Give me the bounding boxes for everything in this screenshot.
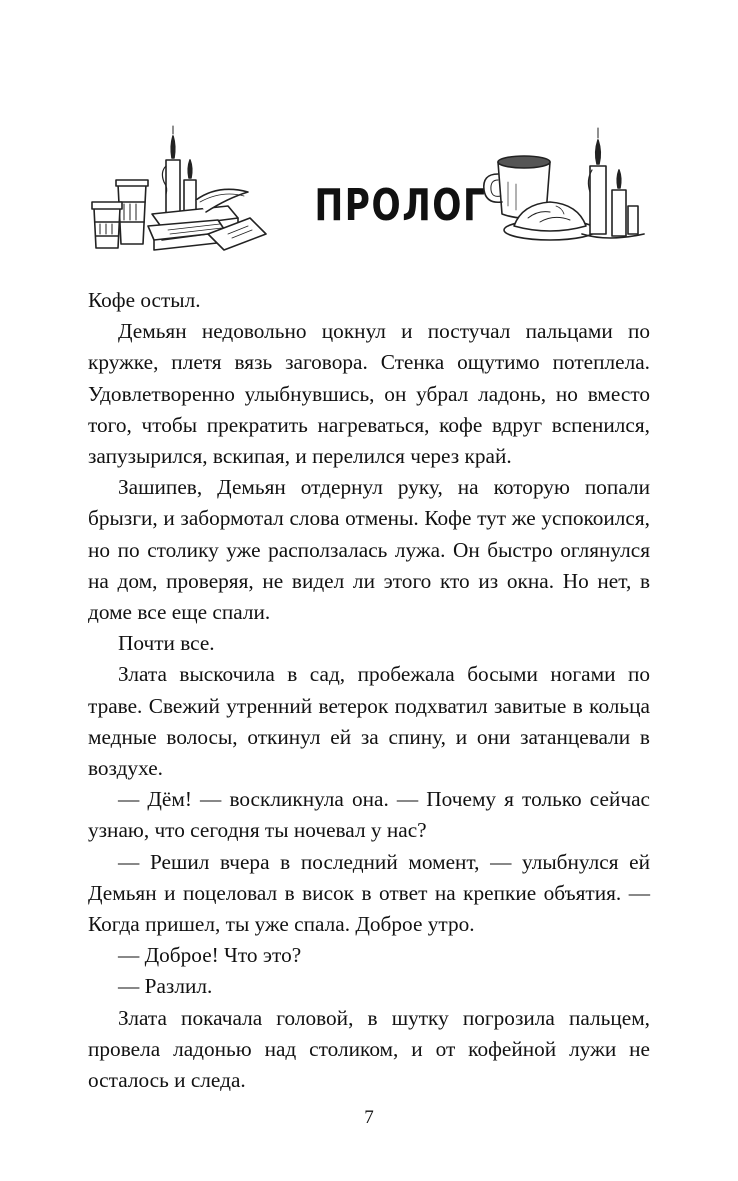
paragraph: Злата покачала головой, в шутку погрозила пальцем, провела ладонью над столиком, и от кофейной лужи не осталось и следа. xyxy=(88,1005,650,1093)
paragraph: Зашипев, Демьян отдернул руку, на которую попали брызги, и забормотал слова отмены. Кофе тут же успокоился, но по столику уже расползалась лужа. Он быстро оглянулся на дом, проверяя, не видел ли этого кто из окна. Но нет, в доме все еще спали. xyxy=(88,475,650,625)
mug-pie-candles-illustration xyxy=(478,122,650,252)
paragraph: Кофе остыл. xyxy=(88,288,201,312)
dialogue-line: — Решил вчера в последний момент, — улыбнулся ей Демьян и поцеловал в висок в ответ на крепкие объятия. — Когда пришел, ты уже спала. Доброе утро. xyxy=(88,849,650,937)
dialogue-line: — Дём! — воскликнула она. — Почему я только сейчас узнаю, что сегодня ты ночевал у нас? xyxy=(88,787,650,843)
chapter-header xyxy=(88,122,650,252)
paragraph: Почти все. xyxy=(118,631,215,656)
dialogue-line: — Разлил. xyxy=(118,974,213,999)
chapter-title: ПРОЛОГ xyxy=(314,180,487,231)
prologue-text xyxy=(88,285,650,1096)
paragraph: Демьян недовольно цокнул и постучал пальцами по кружке, плетя вязь заговора. Стенка ощутимо потеплела. Удовлетворенно улыбнувшись, он убрал ладонь, но вместо того, чтобы прекратить нагреваться, кофе вдруг вспенился, запузырился, вскипая, и перелился через край. xyxy=(88,319,650,469)
page-number: 7 xyxy=(364,1107,374,1128)
paragraph: Злата выскочила в сад, пробежала босыми ногами по траве. Свежий утренний ветерок подхватил завитые в кольца медные волосы, откинул ей за спину, и они затанцевали в воздухе. xyxy=(88,662,650,781)
dialogue-line: — Доброе! Что это? xyxy=(118,943,302,968)
coffee-cups-candles-books-illustration xyxy=(88,122,278,252)
